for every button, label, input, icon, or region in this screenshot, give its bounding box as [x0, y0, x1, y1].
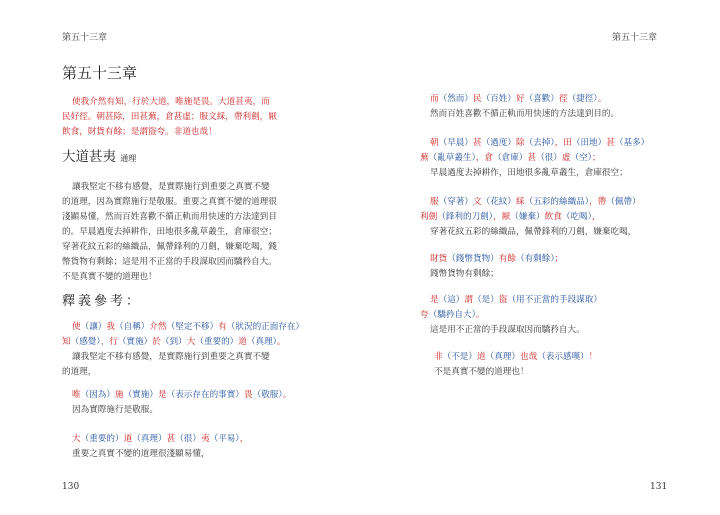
gloss-word: 徑 — [559, 94, 568, 104]
gloss-translation: 然而百姓喜歡不循正軌而用快速的方法達到目的。 — [430, 109, 620, 119]
gloss-meaning: （早晨） — [438, 138, 473, 148]
gloss-meaning: （過度） — [481, 138, 516, 148]
gloss-word: 民 — [473, 94, 482, 104]
gloss-group — [420, 293, 680, 338]
gloss-word: 道 — [477, 352, 486, 362]
verse-line: 使我介然有知，行於大道，唯施是畏。大道甚夷，而 — [72, 97, 270, 107]
gloss-word: 唯 — [72, 390, 81, 400]
gloss-punct: 。 — [276, 337, 286, 347]
gloss-meaning: （重要的） — [195, 337, 239, 347]
gloss-word: 知 — [62, 337, 71, 347]
paragraph-line: 的。早晨過度去掉耕作，田地很多亂草叢生，倉庫很空； — [62, 227, 277, 237]
gloss-meaning: （表示感嘆） — [537, 352, 589, 362]
gloss-meaning: （百姓） — [481, 94, 516, 104]
gloss-meaning: （真理） — [132, 434, 167, 444]
gloss-meaning: （鋒利的刀劍） — [437, 212, 494, 222]
gloss-group — [420, 92, 680, 122]
gloss-word: 也哉 — [520, 352, 538, 362]
gloss-meaning: （實施） — [117, 337, 153, 347]
gloss-meaning: （真理） — [246, 337, 277, 347]
gloss-meaning: （喜歡） — [524, 94, 559, 104]
gloss-meaning: （穿著） — [438, 197, 473, 207]
gloss-punct: 。 — [282, 390, 292, 400]
gloss-word: 非 — [434, 352, 443, 362]
gloss-group — [420, 195, 680, 240]
gloss-word: 綵 — [516, 197, 525, 207]
gloss-meaning: （很） — [175, 434, 201, 444]
gloss-word: 服 — [430, 197, 439, 207]
gloss-translation: 不是真實不變的道理也！ — [434, 367, 529, 377]
gloss-line — [420, 308, 680, 323]
gloss-word: 甚 — [606, 138, 615, 148]
gloss-line — [62, 320, 322, 335]
gloss-punct: ， — [239, 434, 249, 444]
gloss-line — [420, 151, 680, 166]
gloss-meaning: （五彩的絲織品） — [524, 197, 590, 207]
gloss-group — [420, 136, 680, 181]
gloss-word: 蕪 — [420, 153, 429, 163]
gloss-word: 使 — [72, 322, 81, 332]
gloss-punct: ！ — [588, 352, 598, 362]
gloss-punct: 。 — [597, 94, 607, 104]
verse-line: 飲食，財貨有餘；是謂盜夸。非道也哉！ — [62, 127, 217, 137]
gloss-word: 夸 — [420, 310, 429, 320]
gloss-group — [62, 432, 322, 462]
gloss-word: 而 — [430, 94, 439, 104]
gloss-word: ，行 — [100, 337, 118, 347]
section-title-text: 大道甚夷 — [62, 149, 116, 165]
gloss-word: 是 — [430, 295, 439, 305]
gloss-translation: 讓我堅定不移有感覺，是實際施行到重要之真實不變 — [72, 352, 270, 362]
gloss-group — [62, 320, 322, 380]
gloss-group — [420, 350, 680, 380]
gloss-word: 盜 — [498, 295, 508, 305]
right-page — [360, 0, 720, 515]
gloss-word: 施 — [115, 390, 124, 400]
page-number: 131 — [650, 482, 668, 492]
gloss-word: ，厭 — [493, 212, 511, 222]
translation-paragraph — [62, 180, 312, 285]
gloss-meaning: （去掉） — [524, 138, 555, 148]
gloss-word: 有 — [218, 322, 227, 332]
gloss-line — [420, 293, 680, 308]
gloss-word: 好 — [516, 94, 525, 104]
paragraph-line: 讓我堅定不移有感覺，是實際施行到重要之真實不變 — [72, 182, 270, 192]
gloss-meaning: （感覺） — [70, 337, 101, 347]
gloss-meaning: （嫌棄） — [510, 212, 545, 222]
gloss-meaning: （表示存在的事實） — [166, 390, 244, 400]
gloss-word: 大 — [186, 337, 196, 347]
verse-line: 民好徑。朝甚除，田甚蕪，倉甚虛；服文綵，帶利劍，厭 — [62, 112, 277, 122]
gloss-translation: 錢幣貨物有剩餘； — [430, 269, 499, 279]
gloss-meaning: （很） — [536, 153, 562, 163]
gloss-meaning: （空） — [570, 153, 592, 163]
gloss-word: 甚 — [527, 153, 537, 163]
gloss-meaning: （重要的） — [80, 434, 124, 444]
gloss-line — [420, 92, 680, 107]
commentary-title: 釋義參考： — [62, 294, 143, 309]
gloss-meaning: （不是） — [442, 352, 477, 362]
gloss-translation: 因為實際施行是敬服。 — [72, 405, 158, 415]
gloss-meaning: （佩帶） — [606, 197, 641, 207]
gloss-meaning: （讓） — [80, 322, 107, 332]
gloss-word: ，田 — [554, 138, 572, 148]
gloss-line — [420, 136, 680, 151]
gloss-word: 我 — [106, 322, 116, 332]
gloss-word: 飲食 — [544, 212, 562, 222]
gloss-meaning: （敬服） — [252, 390, 283, 400]
paragraph-line: 穿著花紋五彩的絲織品，佩帶鋒利的刀劍，嫌棄吃喝，錢 — [62, 242, 277, 252]
gloss-translation: 的道理， — [62, 367, 97, 377]
section-title — [62, 150, 136, 166]
gloss-word: 甚 — [473, 138, 482, 148]
chapter-title: 第五十三章 — [62, 64, 138, 82]
gloss-group — [62, 388, 322, 418]
gloss-meaning: （這） — [438, 295, 465, 305]
gloss-line — [420, 195, 680, 210]
gloss-word: 介然 — [149, 322, 167, 332]
gloss-meaning: （倉庫） — [493, 153, 528, 163]
running-header: 第五十三章 — [612, 33, 658, 43]
gloss-meaning: （田地） — [571, 138, 607, 148]
paragraph-line: 淺顯易懂，然而百姓喜歡不循正軌而用快速的方法達到目 — [62, 212, 277, 222]
gloss-meaning: （花紋） — [481, 197, 516, 207]
section-note: 通理 — [120, 154, 137, 163]
gloss-meaning: （真理） — [485, 352, 520, 362]
gloss-word: 道 — [238, 337, 247, 347]
gloss-meaning: （平易） — [209, 434, 240, 444]
gloss-meaning: （驕矜自大） — [428, 310, 476, 320]
verse-text — [62, 95, 312, 140]
gloss-meaning: （是） — [473, 295, 499, 305]
gloss-word: 朝 — [430, 138, 439, 148]
gloss-word: 財貨 — [430, 254, 448, 264]
gloss-meaning: （到） — [160, 337, 187, 347]
gloss-punct: ； — [591, 153, 601, 163]
gloss-meaning: （狀況的正面存在） — [226, 322, 305, 332]
gloss-word: ，倉 — [475, 153, 494, 163]
gloss-punct: ， — [591, 212, 601, 222]
gloss-meaning: （實施） — [123, 390, 158, 400]
gloss-line — [62, 432, 322, 447]
gloss-translation: 這是用不正當的手段謀取因而驕矜自大。 — [430, 325, 585, 335]
gloss-word: 虛 — [561, 153, 571, 163]
gloss-translation: 穿著花紋五彩的絲織品，佩帶鋒利的刀劍，嫌棄吃喝， — [430, 227, 637, 237]
page-number: 130 — [62, 482, 80, 492]
gloss-meaning: （亂草叢生） — [428, 153, 476, 163]
gloss-meaning: （吃喝） — [561, 212, 592, 222]
gloss-word: 謂 — [464, 295, 474, 305]
gloss-line — [420, 210, 680, 225]
gloss-meaning: （然而） — [438, 94, 473, 104]
gloss-meaning: （自稱） — [115, 322, 150, 332]
gloss-meaning: （用不正當的手段謀取） — [507, 295, 602, 305]
gloss-word: 除 — [516, 138, 525, 148]
gloss-word: 文 — [473, 197, 482, 207]
gloss-translation: 重要之真實不變的道理很淺顯易懂， — [72, 449, 210, 459]
gloss-word: 有餘 — [498, 254, 516, 264]
gloss-word: 於 — [152, 337, 161, 347]
paragraph-line: 的道理，因為實際施行是敬服。重要之真實不變的道理很 — [62, 197, 277, 207]
running-header: 第五十三章 — [62, 33, 108, 43]
gloss-punct: ； — [554, 254, 564, 264]
gloss-word: 大 — [72, 434, 81, 444]
gloss-meaning: （因為） — [80, 390, 115, 400]
gloss-word: ，帶 — [589, 197, 607, 207]
gloss-meaning: （有剩餘） — [515, 254, 555, 264]
gloss-word: 畏 — [243, 390, 253, 400]
gloss-meaning: （基多） — [614, 138, 650, 148]
gloss-word: 夷 — [201, 434, 210, 444]
paragraph-line: 不是真實不變的道理也！ — [62, 272, 157, 282]
gloss-line — [420, 252, 680, 267]
gloss-meaning: （錢幣貨物） — [447, 254, 499, 264]
gloss-meaning: （堅定不移） — [166, 322, 219, 332]
gloss-punct: 。 — [475, 310, 485, 320]
gloss-line — [62, 388, 322, 403]
paragraph-line: 幣貨物有剩餘；這是用不正當的手段謀取因而驕矜自大。 — [62, 257, 277, 267]
gloss-word: 甚 — [166, 434, 176, 444]
gloss-word: 是 — [158, 390, 167, 400]
gloss-group — [420, 252, 680, 282]
gloss-word: 道 — [123, 434, 133, 444]
gloss-line — [420, 350, 680, 365]
gloss-meaning: （捷徑） — [567, 94, 598, 104]
gloss-word: 利劍 — [420, 212, 438, 222]
gloss-translation: 早晨過度去掉耕作，田地很多亂草叢生，倉庫很空； — [430, 168, 628, 178]
gloss-line — [62, 335, 322, 350]
